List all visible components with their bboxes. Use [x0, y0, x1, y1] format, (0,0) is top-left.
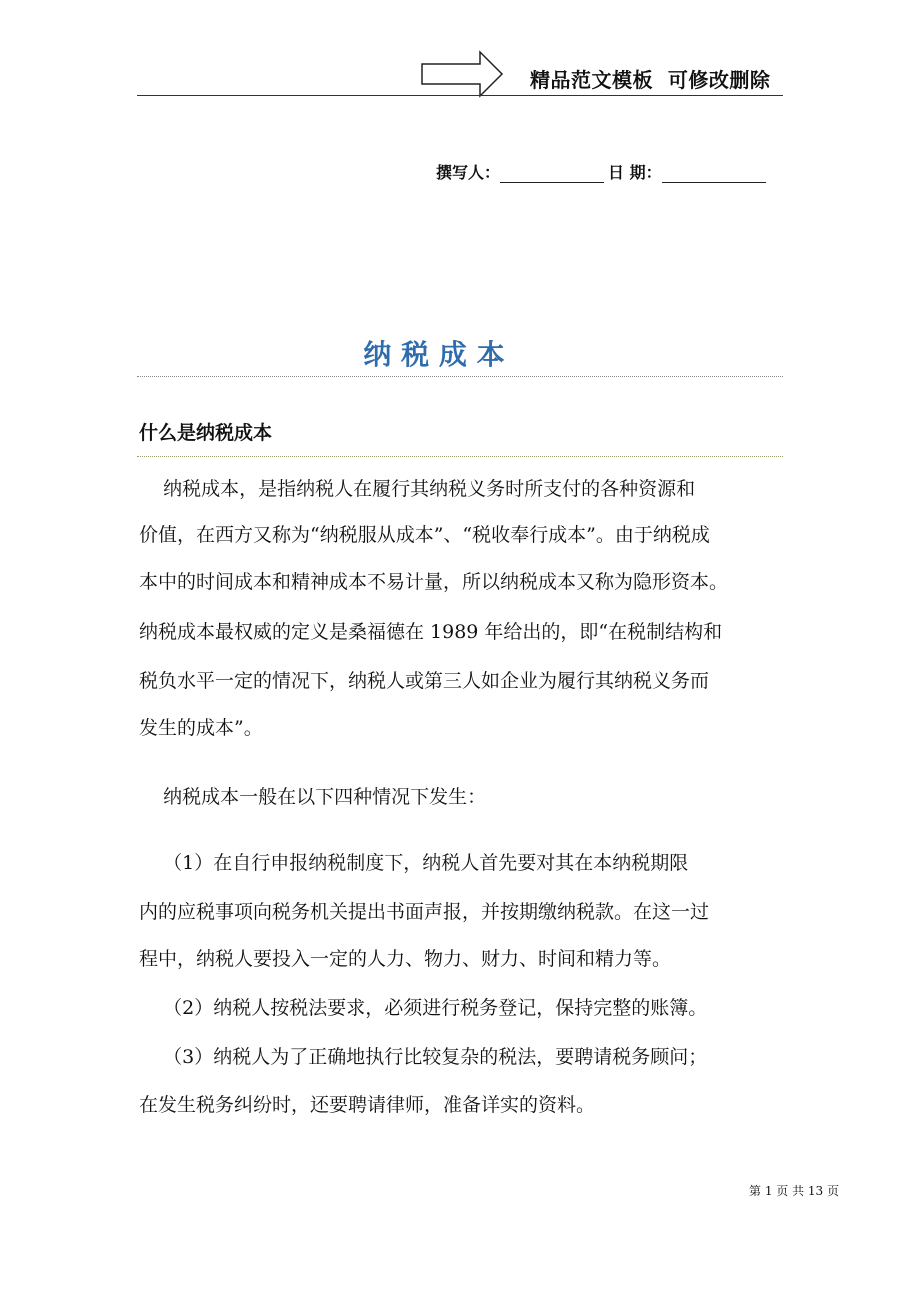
document-title: 纳 税 成 本	[363, 338, 505, 371]
page-number: 第 1 页 共 13 页	[749, 1184, 839, 1198]
date-blank-field[interactable]	[662, 162, 766, 183]
title-divider	[137, 376, 783, 377]
body-line: 纳税成本最权威的定义是桑福德在 1989 年给出的，即“在税制结构和	[139, 621, 723, 643]
body-line: 内的应税事项向税务机关提出书面声报，并按期缴纳税款。在这一过	[139, 901, 710, 923]
author-blank-field[interactable]	[500, 162, 604, 183]
body-line: 价值，在西方又称为“纳税服从成本”、“税收奉行成本”。由于纳税成	[139, 524, 710, 546]
date-label: 日 期：	[608, 163, 662, 182]
body-line: 纳税成本一般在以下四种情况下发生：	[139, 786, 487, 808]
body-line: 发生的成本”。	[139, 717, 263, 739]
body-line: （2）纳税人按税法要求，必须进行税务登记，保持完整的账簿。	[139, 997, 708, 1019]
body-line: 程中，纳税人要投入一定的人力、物力、财力、时间和精力等。	[139, 948, 672, 970]
author-label: 撰写人：	[436, 163, 501, 182]
section-heading: 什么是纳税成本	[139, 422, 273, 444]
section-divider	[137, 456, 783, 457]
body-line: 本中的时间成本和精神成本不易计量，所以纳税成本又称为隐形资本。	[139, 571, 729, 593]
body-line: 税负水平一定的情况下，纳税人或第三人如企业为履行其纳税义务而	[139, 670, 710, 692]
arrow-icon	[420, 50, 504, 98]
author-date-line	[436, 160, 766, 183]
body-line: 在发生税务纠纷时，还要聘请律师，准备详实的资料。	[139, 1094, 596, 1116]
body-line: （3）纳税人为了正确地执行比较复杂的税法，要聘请税务顾问；	[139, 1046, 708, 1068]
header-divider	[137, 95, 783, 96]
body-line: （1）在自行申报纳税制度下，纳税人首先要对其在本纳税期限	[139, 852, 689, 874]
header-title: 精品范文模板 可修改删除	[530, 68, 771, 92]
body-line: 纳税成本，是指纳税人在履行其纳税义务时所支付的各种资源和	[139, 478, 696, 500]
